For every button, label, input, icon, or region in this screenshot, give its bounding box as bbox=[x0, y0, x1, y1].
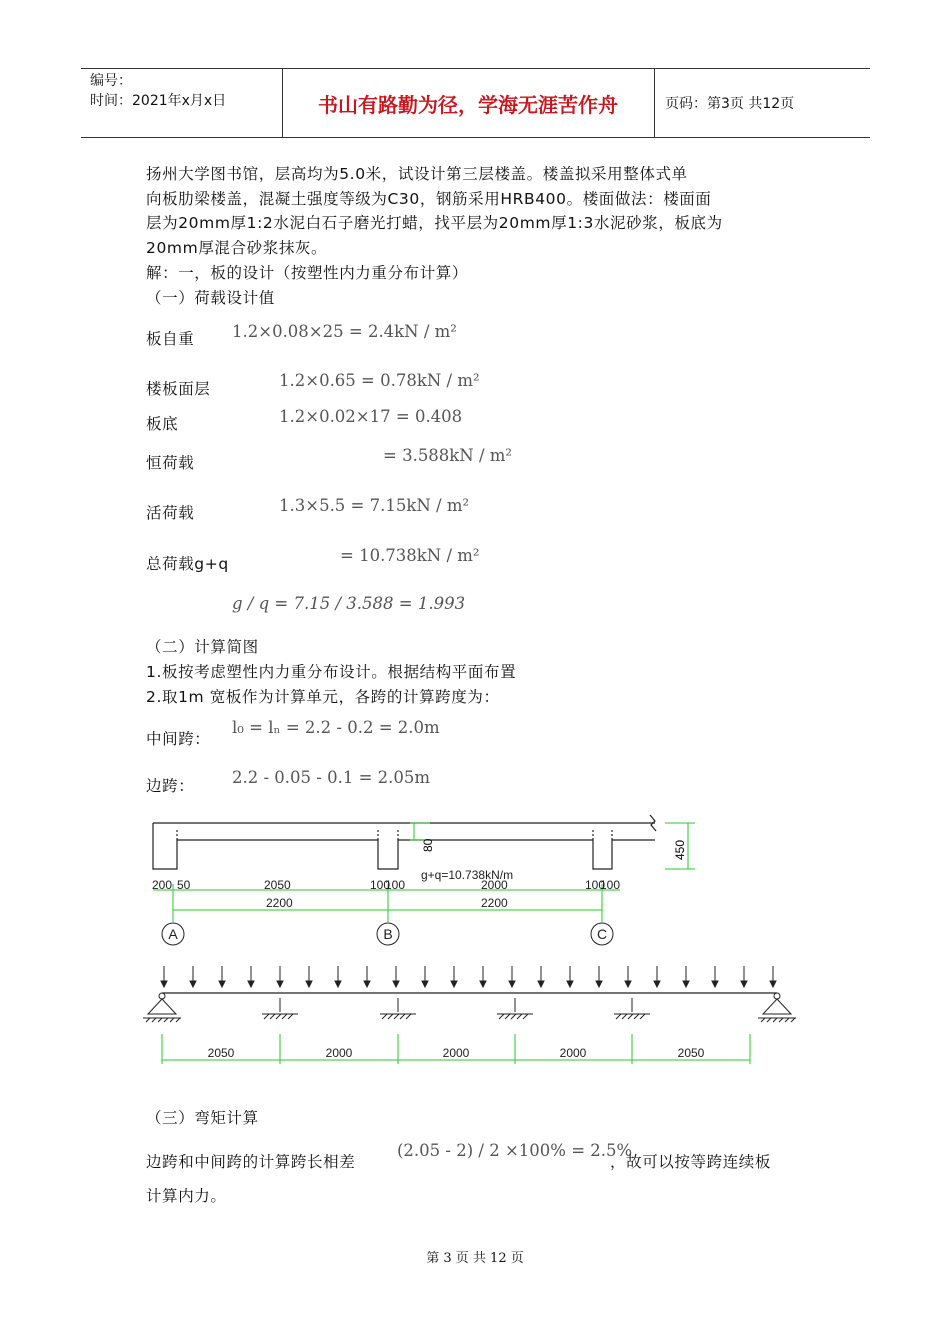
header-meta bbox=[81, 69, 283, 137]
dim-2200-bc: 2200 bbox=[481, 896, 508, 910]
load-formula-total: = 10.738kN / m² bbox=[340, 546, 480, 565]
dim-80-label: 80 bbox=[421, 838, 435, 852]
dim-100-c2: 100 bbox=[600, 878, 621, 892]
dim-2000: 2000 bbox=[481, 878, 508, 892]
axis-b: B bbox=[383, 926, 393, 942]
time-label: 时间：2021年x月x日 bbox=[90, 93, 227, 109]
span-3: 2000 bbox=[442, 1046, 470, 1060]
intro-line-1: 扬州大学图书馆，层高均为5.0米，试设计第三层楼盖。楼盖拟采用整体式单 bbox=[146, 165, 688, 183]
moment-formula: (2.05 - 2) / 2 ×100% = 2.5% bbox=[397, 1141, 633, 1160]
dim-50: 50 bbox=[177, 878, 191, 892]
span-2: 2000 bbox=[325, 1046, 353, 1060]
slab-section bbox=[153, 815, 656, 869]
section-1-title: （一）荷载设计值 bbox=[146, 289, 275, 307]
moment-text-b: ，故可以按等跨连续板 bbox=[610, 1153, 772, 1171]
moment-text-a: 边跨和中间跨的计算跨长相差 bbox=[146, 1153, 356, 1171]
dim-100-b1: 100 bbox=[370, 878, 391, 892]
solution-title: 解：一，板的设计（按塑性内力重分布计算） bbox=[146, 264, 469, 282]
intro-line-3: 层为20mm厚1:2水泥白石子磨光打蜡，找平层为20mm厚1:3水泥砂浆，板底为 bbox=[146, 214, 723, 232]
load-formula-surface: 1.2×0.65 = 0.78kN / m² bbox=[279, 371, 480, 390]
dim-80 bbox=[410, 823, 430, 840]
page-label: 页码：第3页 共12页 bbox=[665, 96, 795, 112]
dim-100-c1: 100 bbox=[585, 878, 606, 892]
load-label-total: 总荷载g+q bbox=[146, 555, 229, 573]
load-formula-self-weight: 1.2×0.08×25 = 2.4kN / m² bbox=[232, 322, 457, 341]
axis-a: A bbox=[168, 926, 178, 942]
section-2-title: （二）计算简图 bbox=[146, 638, 259, 656]
axis-c: C bbox=[596, 926, 608, 942]
page-header bbox=[81, 68, 870, 138]
span-5: 2050 bbox=[677, 1046, 705, 1060]
dim-2050: 2050 bbox=[264, 878, 291, 892]
span-4: 2000 bbox=[559, 1046, 587, 1060]
calculation-diagram bbox=[0, 800, 950, 1070]
side-span-formula: 2.2 - 0.05 - 0.1 = 2.05m bbox=[232, 768, 431, 787]
dim-200: 200 bbox=[152, 878, 173, 892]
dim-450-label: 450 bbox=[673, 839, 687, 860]
dim-100-b2: 100 bbox=[385, 878, 406, 892]
load-label-dead: 恒荷载 bbox=[146, 454, 195, 472]
load-ratio: g / q = 7.15 / 3.588 = 1.993 bbox=[232, 594, 466, 613]
load-formula-bottom: 1.2×0.02×17 = 0.408 bbox=[279, 407, 463, 426]
motto: 书山有路勤为径，学海无涯苦作舟 bbox=[282, 69, 655, 137]
span-1: 2050 bbox=[207, 1046, 235, 1060]
supports bbox=[143, 993, 796, 1022]
moment-text-c: 计算内力。 bbox=[146, 1187, 227, 1205]
load-label-bottom: 板底 bbox=[146, 415, 179, 433]
item-1: 1.板按考虑塑性内力重分布设计。根据结构平面布置 bbox=[146, 663, 517, 681]
section-3-title: （三）弯矩计算 bbox=[146, 1109, 259, 1127]
page-footer: 第 3 页 共 12 页 bbox=[426, 1251, 524, 1266]
intro-line-2: 向板肋梁楼盖，混凝土强度等级为C30，钢筋采用HRB400。楼面做法：楼面面 bbox=[146, 190, 712, 208]
load-formula-live: 1.3×5.5 = 7.15kN / m² bbox=[279, 496, 470, 515]
load-label: g+q=10.738kN/m bbox=[421, 868, 514, 882]
side-span-label: 边跨： bbox=[146, 777, 195, 795]
item-2: 2.取1m 宽板作为计算单元，各跨的计算跨度为： bbox=[146, 688, 500, 706]
mid-span-label: 中间跨： bbox=[146, 730, 211, 748]
load-label-live: 活荷载 bbox=[146, 504, 195, 522]
load-label-self-weight: 板自重 bbox=[146, 330, 195, 348]
load-formula-dead: = 3.588kN / m² bbox=[383, 446, 513, 465]
load-arrows bbox=[161, 966, 776, 987]
mid-span-formula: l₀ = lₙ = 2.2 - 0.2 = 2.0m bbox=[232, 718, 440, 737]
load-label-surface: 楼板面层 bbox=[146, 380, 211, 398]
intro-line-4: 20mm厚混合砂浆抹灰。 bbox=[146, 239, 328, 257]
dim-2200-ab: 2200 bbox=[266, 896, 293, 910]
number-label: 编号： bbox=[90, 73, 132, 89]
